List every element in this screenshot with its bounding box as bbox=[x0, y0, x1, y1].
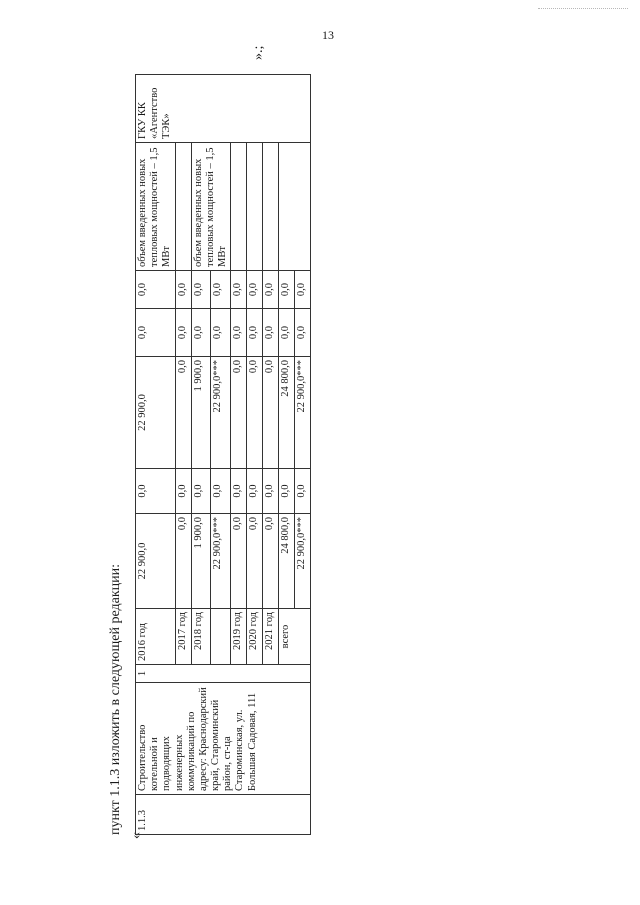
executor-cell: ГКУ КК «Агентство ТЭК» bbox=[136, 75, 311, 143]
year-cell: 2021 год bbox=[263, 609, 279, 665]
column-marker: 1 bbox=[136, 665, 311, 683]
value-cell: 0,0 bbox=[211, 469, 231, 514]
intro-text: пункт 1.1.3 изложить в следующей редакции: bbox=[108, 564, 123, 835]
value-cell: 0,0 bbox=[247, 309, 263, 357]
rotated-content bbox=[65, 35, 308, 839]
value-cell: 0,0 bbox=[211, 271, 231, 309]
value-cell: 0,0 bbox=[279, 271, 295, 309]
table-row bbox=[136, 75, 176, 835]
value-cell: 0,0 bbox=[247, 514, 263, 609]
value-cell: 22 900,0*** bbox=[211, 357, 231, 469]
value-cell: 0,0 bbox=[231, 357, 247, 469]
page-number: 13 bbox=[322, 28, 334, 42]
value-cell: 0,0 bbox=[263, 469, 279, 514]
value-cell: 0,0 bbox=[175, 514, 191, 609]
value-cell: 1 900,0 bbox=[191, 357, 211, 469]
value-cell: 0,0 bbox=[175, 271, 191, 309]
year-cell: 2018 год bbox=[191, 609, 211, 665]
item-name: Строительство котельной и подводящих инженерных коммуникаций по адресу: Краснодарский край, Староминский район, ст-ца Староминская, ул. Большая Садовая, 111 bbox=[136, 683, 311, 795]
program-table bbox=[135, 74, 311, 835]
value-cell: 0,0 bbox=[175, 357, 191, 469]
value-cell: 0,0 bbox=[175, 309, 191, 357]
value-cell: 24 800,0 bbox=[279, 357, 295, 469]
value-cell: 22 900,0*** bbox=[211, 514, 231, 609]
value-cell: 0,0 bbox=[247, 357, 263, 469]
value-cell: 0,0 bbox=[191, 271, 211, 309]
year-cell: 2019 год bbox=[231, 609, 247, 665]
year-cell bbox=[211, 609, 231, 665]
value-cell: 0,0 bbox=[263, 309, 279, 357]
header-rule bbox=[538, 8, 628, 9]
value-cell: 0,0 bbox=[247, 469, 263, 514]
value-cell: 24 800,0 bbox=[279, 514, 295, 609]
value-cell: 0,0 bbox=[136, 309, 176, 357]
value-cell: 0,0 bbox=[211, 309, 231, 357]
value-cell: 0,0 bbox=[191, 469, 211, 514]
indicator-cell bbox=[247, 143, 263, 271]
value-cell: 22 900,0 bbox=[136, 357, 176, 469]
year-cell: всего bbox=[279, 609, 311, 665]
value-cell: 0,0 bbox=[231, 271, 247, 309]
value-cell: 0,0 bbox=[279, 309, 295, 357]
value-cell: 0,0 bbox=[263, 514, 279, 609]
value-cell: 0,0 bbox=[191, 309, 211, 357]
value-cell: 0,0 bbox=[231, 514, 247, 609]
year-cell: 2017 год bbox=[175, 609, 191, 665]
indicator-cell: объем введенных новых тепловых мощностей – 1,5 МВт bbox=[136, 143, 176, 271]
value-cell: 0,0 bbox=[263, 357, 279, 469]
value-cell: 0,0 bbox=[136, 469, 176, 514]
value-cell: 0,0 bbox=[247, 271, 263, 309]
value-cell: 0,0 bbox=[231, 469, 247, 514]
value-cell: 22 900,0*** bbox=[295, 357, 311, 469]
indicator-cell bbox=[279, 143, 311, 271]
value-cell: 1 900,0 bbox=[191, 514, 211, 609]
indicator-cell bbox=[231, 143, 247, 271]
value-cell: 22 900,0*** bbox=[295, 514, 311, 609]
value-cell: 0,0 bbox=[231, 309, 247, 357]
value-cell: 0,0 bbox=[295, 309, 311, 357]
item-number: 1.1.3 bbox=[136, 795, 311, 835]
indicator-cell bbox=[263, 143, 279, 271]
open-quote: « bbox=[129, 832, 144, 839]
value-cell: 0,0 bbox=[295, 271, 311, 309]
year-cell: 2016 год bbox=[136, 609, 176, 665]
value-cell: 22 900,0 bbox=[136, 514, 176, 609]
value-cell: 0,0 bbox=[279, 469, 295, 514]
year-cell: 2020 год bbox=[247, 609, 263, 665]
indicator-cell: объем введенных новых тепловых мощностей – 1,5 МВт bbox=[191, 143, 231, 271]
indicator-cell bbox=[175, 143, 191, 271]
value-cell: 0,0 bbox=[263, 271, 279, 309]
value-cell: 0,0 bbox=[136, 271, 176, 309]
value-cell: 0,0 bbox=[295, 469, 311, 514]
value-cell: 0,0 bbox=[175, 469, 191, 514]
close-quote: ».; bbox=[251, 45, 266, 60]
